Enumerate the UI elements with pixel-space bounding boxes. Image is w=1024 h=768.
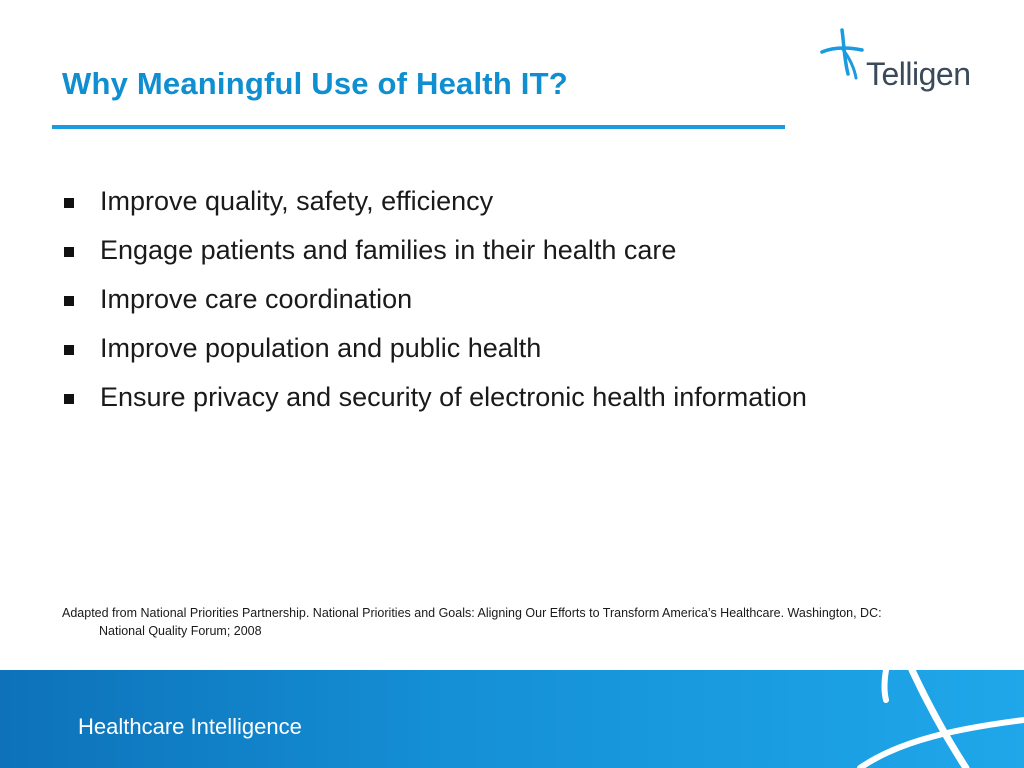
bullet-text: Ensure privacy and security of electronic health information	[100, 382, 807, 412]
citation	[62, 604, 982, 640]
citation-line-2: National Quality Forum; 2008	[99, 624, 262, 638]
bullet-text: Engage patients and families in their health care	[100, 235, 677, 265]
square-bullet-icon	[64, 394, 74, 404]
square-bullet-icon	[64, 247, 74, 257]
bullet-text: Improve population and public health	[100, 333, 542, 363]
logo-text: Telligen	[866, 56, 971, 92]
square-bullet-icon	[64, 345, 74, 355]
footer-band	[0, 670, 1024, 768]
square-bullet-icon	[64, 198, 74, 208]
bullet-text: Improve quality, safety, efficiency	[100, 186, 494, 216]
title-underline	[52, 125, 785, 129]
cross-swoosh-icon	[840, 670, 1024, 768]
footer-tagline: Healthcare Intelligence	[78, 714, 302, 739]
slide-title: Why Meaningful Use of Health IT?	[62, 66, 568, 101]
citation-line-1: Adapted from National Priorities Partnership. National Priorities and Goals: Aligning Our Efforts to Transform America’s Healthcare. Washington, DC:	[62, 606, 882, 620]
bullet-text: Improve care coordination	[100, 284, 413, 314]
square-bullet-icon	[64, 296, 74, 306]
